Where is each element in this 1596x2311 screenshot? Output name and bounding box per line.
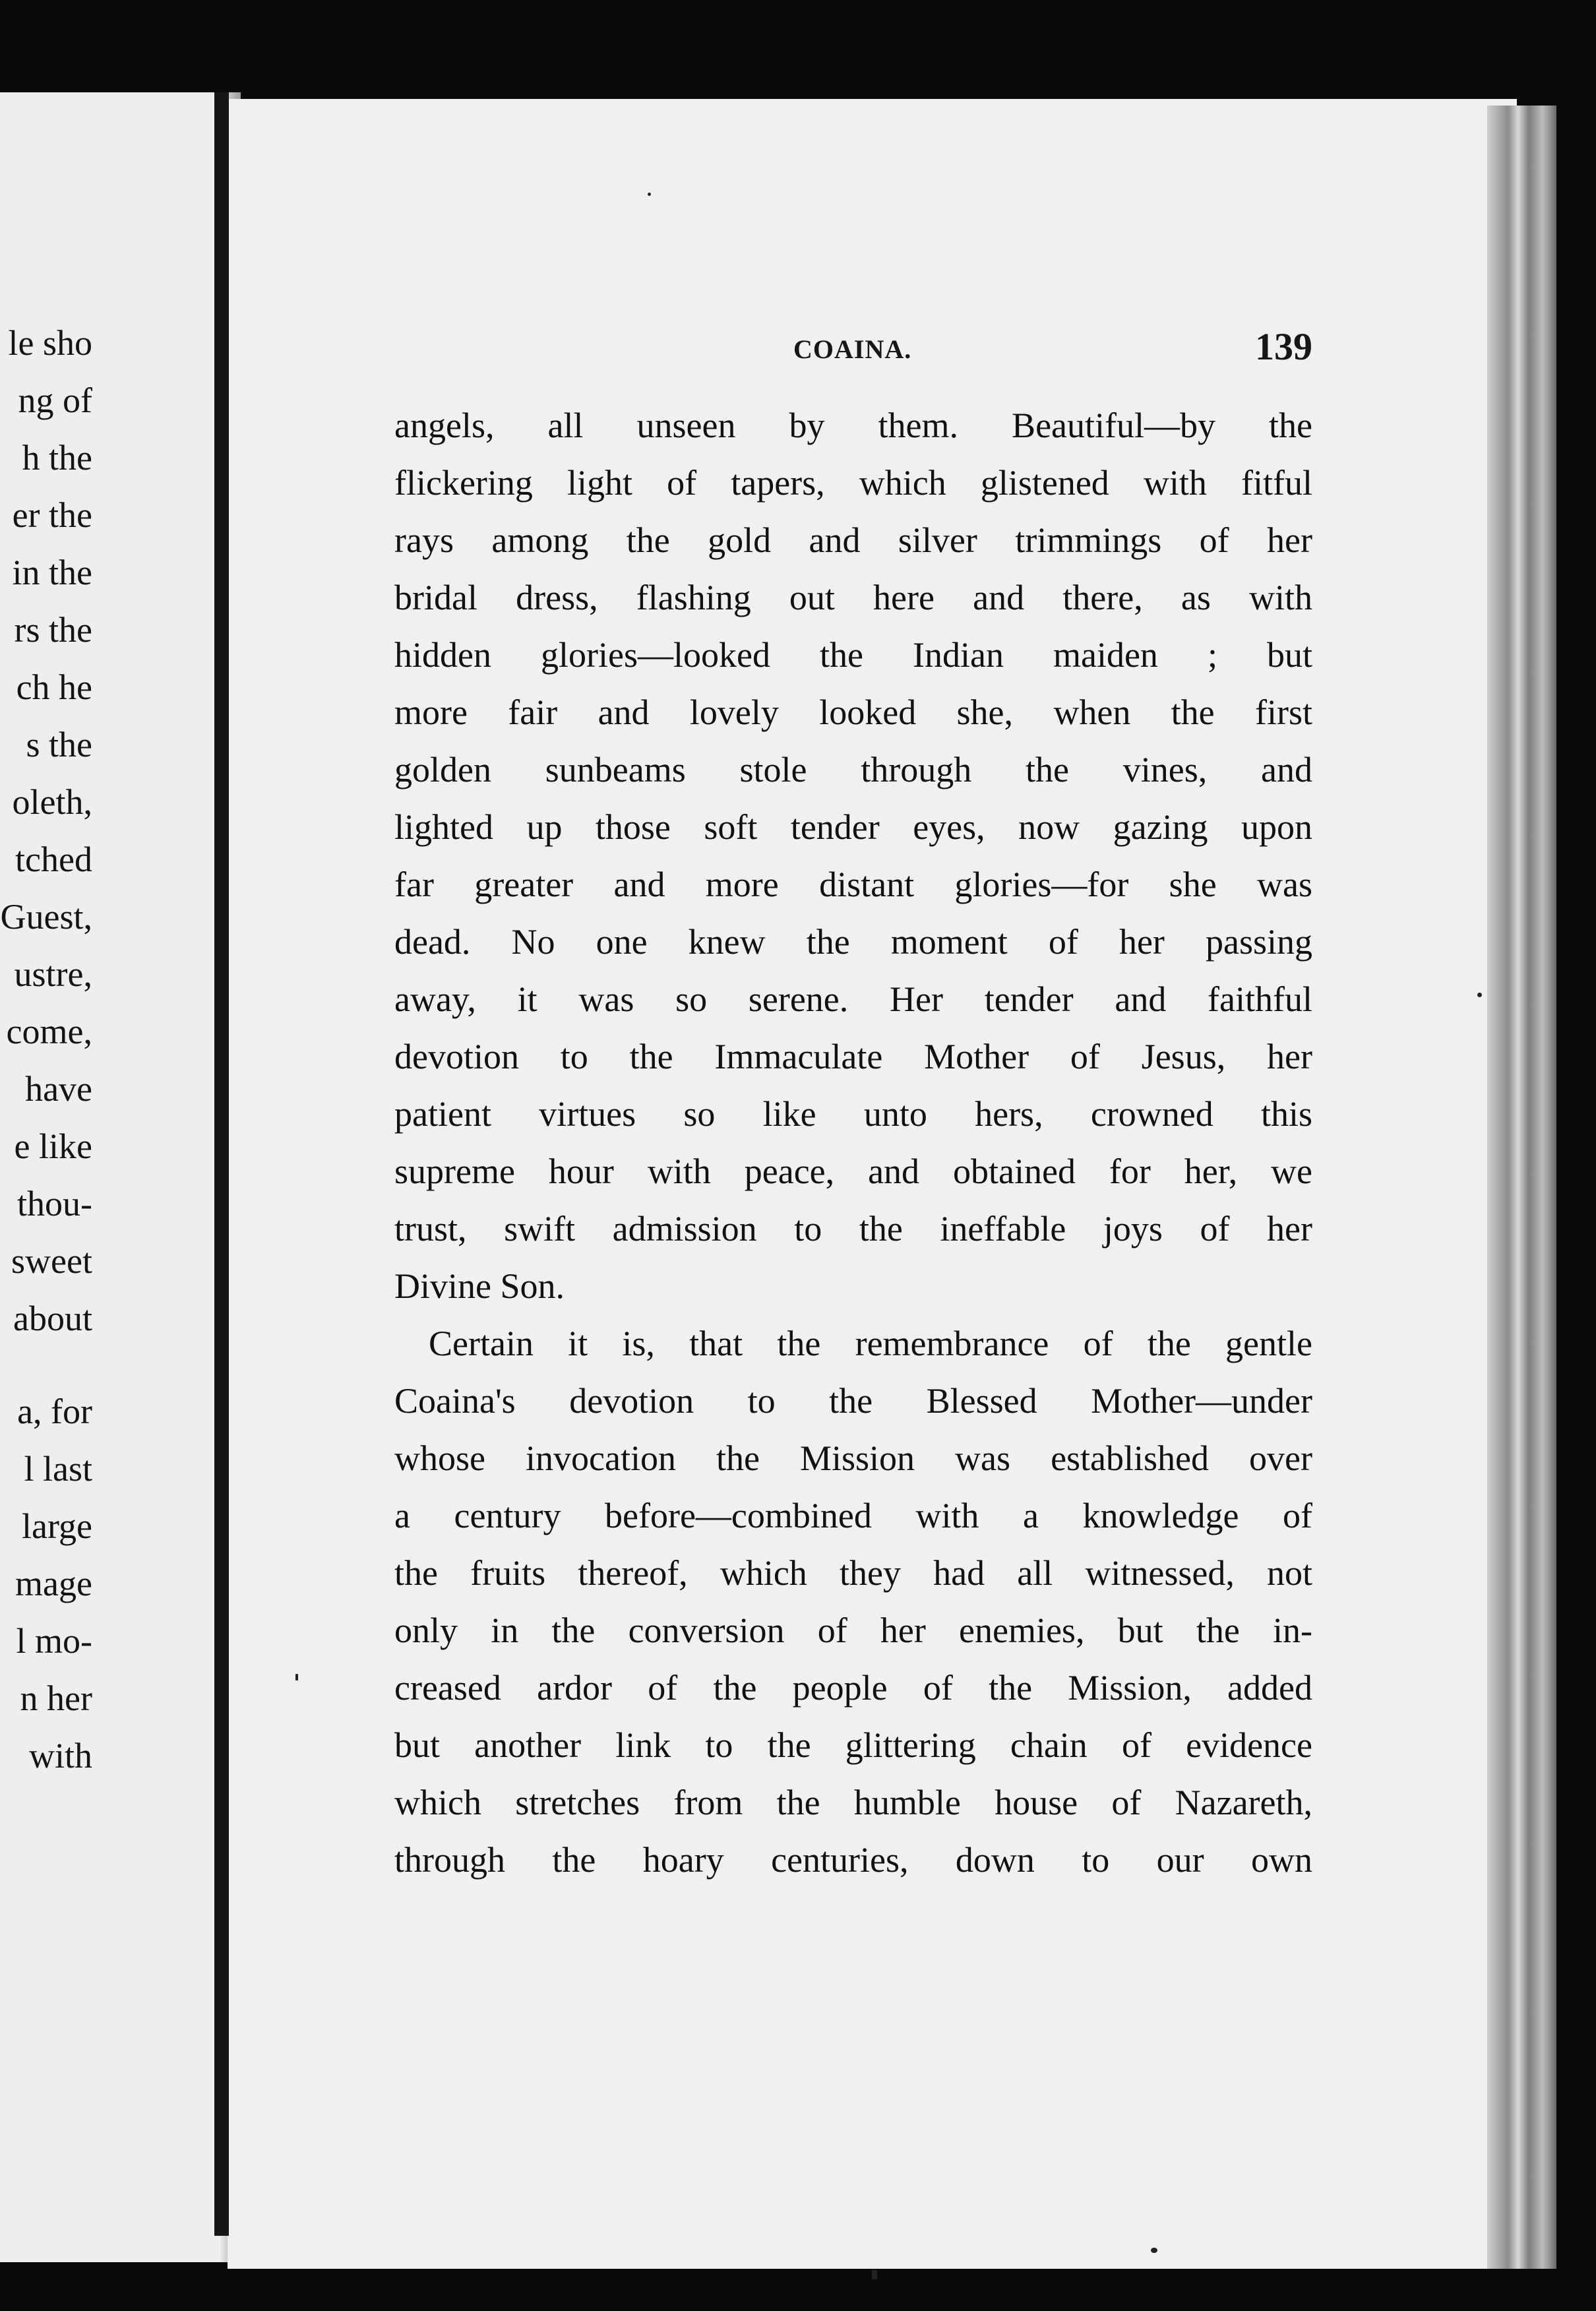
facing-page-fragment <box>0 92 241 2262</box>
scan-speck <box>1151 2248 1157 2253</box>
facing-page-line: le sho <box>8 323 92 363</box>
page-edges <box>1487 106 1556 2269</box>
text-line: away, it was so serene. Her tender and faithful <box>394 979 1312 1019</box>
scan-speck <box>295 1674 298 1680</box>
facing-page-line: have <box>25 1069 92 1109</box>
text-line: only in the conversion of her enemies, but the in- <box>394 1611 1312 1650</box>
text-line: flickering light of tapers, which glistened with fitful <box>394 463 1312 503</box>
facing-page-line: in the <box>12 553 92 592</box>
facing-page-line: ng of <box>18 381 92 420</box>
scan-speck <box>872 2270 877 2279</box>
text-line: the fruits thereof, which they had all witnessed, not <box>394 1553 1312 1593</box>
facing-page-line: s the <box>26 725 92 764</box>
facing-page-line: ch he <box>16 667 92 707</box>
facing-page-line: er the <box>12 495 92 535</box>
text-line: dead. No one knew the moment of her passing <box>394 922 1312 962</box>
text-line: patient virtues so like unto hers, crowned this <box>394 1094 1312 1134</box>
text-line: hidden glories—looked the Indian maiden ; but <box>394 635 1312 675</box>
text-line: far greater and more distant glories—for she was <box>394 865 1312 904</box>
scan-speck <box>1477 993 1482 997</box>
text-line: bridal dress, flashing out here and there, as with <box>394 578 1312 617</box>
facing-page-line: mage <box>15 1564 92 1603</box>
facing-page-line: h the <box>22 438 92 478</box>
scan-speck <box>648 193 651 196</box>
text-line: Certain it is, that the remembrance of the gentle <box>429 1324 1312 1363</box>
facing-page-line: a, for <box>17 1392 92 1431</box>
binding-spine <box>214 92 229 2236</box>
facing-page-line: come, <box>6 1012 92 1051</box>
page-header <box>394 324 1312 371</box>
text-line: Coaina's devotion to the Blessed Mother—under <box>394 1381 1312 1421</box>
text-line: which stretches from the humble house of Nazareth, <box>394 1783 1312 1822</box>
page-number: 139 <box>1255 325 1312 368</box>
text-line: creased ardor of the people of the Mission, added <box>394 1668 1312 1708</box>
text-line: supreme hour with peace, and obtained for her, we <box>394 1152 1312 1191</box>
facing-page-line: large <box>22 1506 92 1546</box>
text-line: through the hoary centuries, down to our own <box>394 1840 1312 1880</box>
text-line: more fair and lovely looked she, when the first <box>394 693 1312 732</box>
text-line: devotion to the Immaculate Mother of Jesus, her <box>394 1037 1312 1076</box>
facing-page-line: tched <box>15 840 92 879</box>
text-line: lighted up those soft tender eyes, now gazing upon <box>394 807 1312 847</box>
text-line: Divine Son. <box>394 1266 565 1306</box>
text-line: rays among the gold and silver trimmings of her <box>394 520 1312 560</box>
facing-page-line: l mo- <box>16 1621 92 1661</box>
facing-page-line: n her <box>20 1679 92 1718</box>
facing-page-line: ustre, <box>14 954 92 994</box>
text-line: trust, swift admission to the ineffable joys of her <box>394 1209 1312 1248</box>
text-line: but another link to the glittering chain of evidence <box>394 1725 1312 1765</box>
facing-page-line: with <box>28 1736 92 1775</box>
text-line: a century before—combined with a knowledge of <box>394 1496 1312 1535</box>
facing-page-line: l last <box>24 1449 92 1489</box>
facing-page-line: thou- <box>17 1184 92 1223</box>
facing-page-line: rs the <box>14 610 92 650</box>
text-line: angels, all unseen by them. Beautiful—by the <box>394 406 1312 445</box>
text-line: whose invocation the Mission was established over <box>394 1438 1312 1478</box>
facing-page-line: Guest, <box>0 897 92 937</box>
running-title: COAINA. <box>793 334 912 364</box>
facing-page-line: oleth, <box>12 782 92 822</box>
facing-page-line: about <box>13 1299 92 1338</box>
facing-page-line: e like <box>14 1126 92 1166</box>
facing-page-line: sweet <box>11 1241 92 1281</box>
text-line: golden sunbeams stole through the vines, and <box>394 750 1312 789</box>
